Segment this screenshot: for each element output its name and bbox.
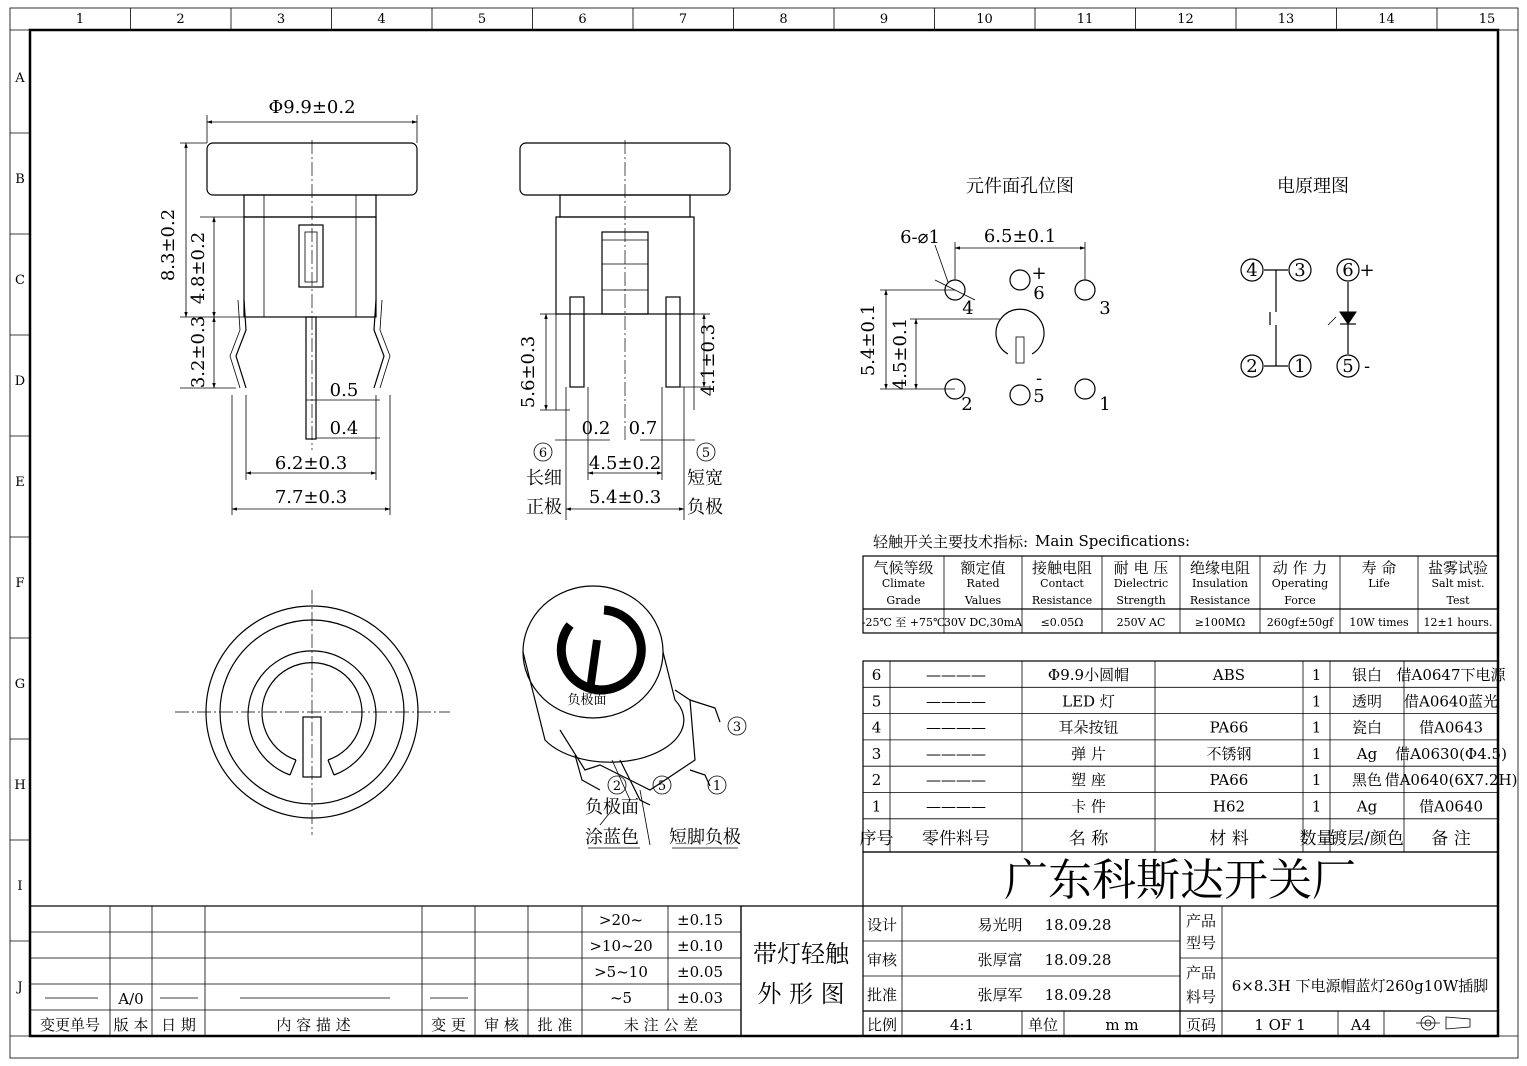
spec-value: 12±1 hours. <box>1423 616 1493 629</box>
specs-heading-en: Main Specifications: <box>1035 532 1191 550</box>
bom-cell-material: H62 <box>1212 797 1246 816</box>
column-marker: 12 <box>1177 12 1194 27</box>
drawing-title-2: 外 形 图 <box>757 980 845 1008</box>
hole-pin-3: 3 <box>1099 298 1111 319</box>
approval-name: 张厚军 <box>977 986 1023 1004</box>
bom-cell-note: 借A0643 <box>1418 718 1484 737</box>
column-marker: 15 <box>1478 12 1496 27</box>
schematic-node-4: 4 <box>1246 260 1258 281</box>
hole-layout <box>858 176 1111 415</box>
spec-header-cn: 气候等级 <box>873 559 934 577</box>
spec-header-cn: 接触电阻 <box>1031 559 1093 577</box>
row-marker: E <box>15 475 25 490</box>
bom-cell-part: ———— <box>926 692 986 711</box>
spec-header-en1: Dielectric <box>1113 577 1169 590</box>
front-dim-pin-t: 0.4 <box>329 418 359 439</box>
bom-cell-material: PA66 <box>1209 771 1249 790</box>
schematic-node-6: 6 <box>1342 260 1354 281</box>
approval-name: 易光明 <box>977 916 1023 934</box>
side-dim-02: 0.2 <box>581 418 611 439</box>
side-dim-pin-long: 5.6±0.3 <box>518 335 539 409</box>
schematic-node-5: 5 <box>1342 356 1354 377</box>
spec-header-en2: Resistance <box>1031 594 1093 607</box>
bom-cell-finish: 透明 <box>1351 692 1383 711</box>
part-number: 6×8.3H 下电源帽蓝灯260g10W插脚 <box>1231 977 1489 995</box>
side-view <box>518 140 730 520</box>
row-marker: D <box>14 374 26 389</box>
tolerance-value: ±0.10 <box>677 937 723 955</box>
bom-cell-no: 4 <box>871 718 882 737</box>
page-value: 1 OF 1 <box>1254 1016 1306 1034</box>
bom-cell-qty: 1 <box>1311 666 1322 684</box>
part-label-1: 产品 <box>1185 964 1217 982</box>
bom-cell-part: ———— <box>926 666 986 684</box>
revision-header: 变更单号 <box>39 1016 101 1034</box>
tolerance-rows <box>589 911 723 1007</box>
bom-cell-finish: Ag <box>1356 797 1378 816</box>
scale-label: 比例 <box>866 1016 898 1034</box>
revision-header: 批 准 <box>537 1016 573 1034</box>
bom-cell-material: PA66 <box>1209 718 1249 737</box>
hole-dim-inner-y: 4.5±0.1 <box>890 317 911 391</box>
schematic-node-2: 2 <box>1246 356 1258 377</box>
drawing-title-1: 带灯轻触 <box>753 940 849 968</box>
approval-date: 18.09.28 <box>1044 916 1112 934</box>
spec-header-cn: 额定值 <box>960 559 1006 577</box>
spec-value: 250V AC <box>1116 616 1166 629</box>
iso-pin-5: 5 <box>657 779 667 794</box>
row-marker: B <box>15 172 25 187</box>
bom-header-no: 序号 <box>859 828 894 849</box>
spec-value: ≥100MΩ <box>1194 616 1246 629</box>
side-label-positive: 正极 <box>526 497 562 518</box>
front-dim-diameter: Φ9.9±0.2 <box>268 97 356 118</box>
top-view <box>175 590 450 835</box>
tolerance-range: >10~20 <box>589 937 653 955</box>
bom-cell-part: ———— <box>926 744 986 763</box>
hole-dim-pitch-x: 6.5±0.1 <box>983 226 1057 247</box>
iso-pin-1: 1 <box>712 779 722 794</box>
bom-cell-name: 塑 座 <box>1071 771 1106 790</box>
front-dim-pin-w: 0.5 <box>329 380 359 401</box>
revision-version: A/0 <box>118 990 144 1008</box>
spec-header-cn: 动 作 力 <box>1272 559 1328 577</box>
bom-cell-part: ———— <box>926 718 986 737</box>
spec-header-cn: 绝缘电阻 <box>1189 559 1251 577</box>
hole-layout-title: 元件面孔位图 <box>966 176 1074 197</box>
bom-cell-note: 借A0640蓝光 <box>1403 692 1499 711</box>
hole-pin-2: 2 <box>961 394 973 415</box>
specs-columns <box>862 556 1493 633</box>
bom-cell-part: ———— <box>926 797 986 816</box>
spec-header-en1: Rated <box>966 577 1000 590</box>
iso-note-short-leg: 短脚负极 <box>669 827 741 848</box>
bom-cell-finish: 瓷白 <box>1351 718 1383 737</box>
spec-header-en1: Contact <box>1040 577 1084 590</box>
tolerance-range: ~5 <box>609 989 633 1007</box>
side-label-negative: 负极 <box>687 497 723 518</box>
bom-cell-part: ———— <box>926 771 986 790</box>
revision-header: 审 核 <box>484 1016 519 1034</box>
hole-pin-4: 4 <box>962 298 974 319</box>
bom-cell-name: 弹 片 <box>1071 744 1106 763</box>
bom-cell-note: 借A0647下电源 <box>1396 666 1506 684</box>
unit-value: m m <box>1105 1016 1139 1034</box>
column-marker: 3 <box>276 12 286 27</box>
column-marker: 8 <box>779 12 788 27</box>
hole-pin-1: 1 <box>1099 394 1111 415</box>
bom-cell-material: ABS <box>1212 666 1246 684</box>
hole-pin-6-plus: + <box>1031 263 1047 284</box>
approval-rows <box>867 916 1111 1004</box>
column-marker: 9 <box>879 12 889 27</box>
spec-value: ≤0.05Ω <box>1040 616 1084 629</box>
scale-value: 4:1 <box>949 1016 975 1034</box>
side-label-short: 短宽 <box>687 468 723 489</box>
bom-cell-finish: 黑色 <box>1351 771 1383 790</box>
bom-cell-finish: 银白 <box>1351 666 1383 684</box>
unit-label: 单位 <box>1027 1016 1059 1034</box>
front-dim-leg: 3.2±0.3 <box>188 315 209 389</box>
schematic-minus: - <box>1363 356 1371 377</box>
schematic-node-1: 1 <box>1294 356 1306 377</box>
side-pin5-num: 5 <box>701 446 711 461</box>
spec-value: 10W times <box>1349 616 1409 629</box>
revision-header: 变 更 <box>431 1016 466 1034</box>
bom-cell-qty: 1 <box>1311 744 1322 763</box>
bom-table <box>860 661 1518 852</box>
bom-cell-name: Φ9.9小圆帽 <box>1047 666 1130 684</box>
bom-header-note: 备 注 <box>1431 828 1471 849</box>
front-view <box>158 97 417 515</box>
schematic-node-3: 3 <box>1294 260 1306 281</box>
spec-header-en1: Life <box>1368 577 1390 590</box>
iso-note-neg-face: 负极面 <box>585 797 639 818</box>
row-marker: C <box>15 273 25 288</box>
hole-dim-pitch-y: 5.4±0.1 <box>858 303 879 377</box>
side-dim-inner: 4.5±0.2 <box>588 453 662 474</box>
side-label-long: 长细 <box>526 468 562 489</box>
spec-header-en2: Force <box>1284 594 1316 607</box>
iso-view <box>523 586 746 848</box>
spec-header-en1: Salt mist. <box>1431 577 1485 590</box>
row-markers <box>10 71 30 995</box>
bom-cell-material: 不锈钢 <box>1206 744 1252 763</box>
company-name: 广东科斯达开关厂 <box>1004 855 1356 906</box>
schematic-plus: + <box>1359 260 1375 281</box>
spec-value: 30V DC,30mA <box>943 616 1023 629</box>
hole-dim-count: 6-⌀1 <box>900 227 940 248</box>
column-marker: 2 <box>176 12 185 27</box>
column-marker: 1 <box>75 12 85 27</box>
revision-header: 版 本 <box>113 1016 149 1034</box>
spec-header-en1: Insulation <box>1192 577 1248 590</box>
bom-cell-qty: 1 <box>1311 692 1322 711</box>
bom-cell-name: 卡 件 <box>1071 797 1106 816</box>
approval-date: 18.09.28 <box>1044 986 1112 1004</box>
bom-cell-no: 1 <box>871 797 882 816</box>
spec-header-en2: Test <box>1446 594 1470 607</box>
bom-header-name: 名 称 <box>1068 828 1109 849</box>
tolerance-value: ±0.03 <box>677 989 723 1007</box>
spec-header-en1: Operating <box>1271 577 1329 590</box>
bom-cell-no: 3 <box>871 744 882 763</box>
iso-note-blue: 涂蓝色 <box>585 827 639 848</box>
sheet-size: A4 <box>1350 1016 1372 1034</box>
spec-header-en2: Resistance <box>1189 594 1251 607</box>
front-dim-body: 4.8±0.2 <box>188 231 209 305</box>
row-marker: F <box>15 576 25 591</box>
hole-pin-5: 5 <box>1033 386 1045 407</box>
spec-value: -25℃ 至 +75℃ <box>861 616 946 629</box>
bom-cell-qty: 1 <box>1311 771 1322 790</box>
bom-cell-name: 耳朵按钮 <box>1058 718 1119 737</box>
bom-cell-note: 借A0640 <box>1418 797 1484 816</box>
spec-value: 260gf±50gf <box>1266 616 1334 629</box>
drawing-title <box>741 906 863 1036</box>
iso-pin-3: 3 <box>732 720 742 735</box>
column-marker: 4 <box>377 12 386 27</box>
revision-header: 内 容 描 述 <box>276 1016 351 1034</box>
spec-header-en2: Strength <box>1116 594 1166 607</box>
part-label-2: 料号 <box>1185 988 1217 1006</box>
side-pin6-num: 6 <box>538 446 548 461</box>
row-marker: G <box>14 677 26 692</box>
tolerance-value: ±0.05 <box>677 963 723 981</box>
tolerance-block <box>30 906 741 1036</box>
row-marker: A <box>15 71 25 86</box>
bom-cell-qty: 1 <box>1311 797 1322 816</box>
specs-heading-cn: 轻触开关主要技术指标: <box>873 533 1029 551</box>
revision-headers <box>40 1016 572 1034</box>
iso-pin-2: 2 <box>612 779 622 794</box>
front-dim-inner: 6.2±0.3 <box>274 453 348 474</box>
schematic <box>1241 176 1375 377</box>
approval-name: 张厚富 <box>977 951 1023 969</box>
bom-cell-note: 借A0630(Φ4.5) <box>1395 744 1507 763</box>
spec-header-en2: Grade <box>886 594 921 607</box>
spec-header-cn: 寿 命 <box>1361 559 1397 577</box>
approval-role: 审核 <box>866 951 898 969</box>
specs-table <box>862 532 1498 633</box>
side-dim-pin-short: 4.1±0.3 <box>698 323 719 397</box>
approval-date: 18.09.28 <box>1044 951 1112 969</box>
approval-role: 批准 <box>866 986 898 1004</box>
column-marker: 6 <box>578 12 587 27</box>
bom-header-material: 材 料 <box>1209 828 1249 849</box>
product-label-1: 产品 <box>1185 912 1217 930</box>
hole-pin-5-minus: - <box>1035 368 1043 389</box>
product-label-2: 型号 <box>1185 934 1217 952</box>
tolerance-range: >5~10 <box>594 963 648 981</box>
bom-cell-no: 6 <box>871 666 882 684</box>
tolerance-range: >20~ <box>598 911 644 929</box>
bom-cell-qty: 1 <box>1311 718 1322 737</box>
bom-grid <box>860 661 1518 852</box>
tolerance-footer: 未 注 公 差 <box>623 1016 699 1034</box>
bom-header-qty: 数量 <box>1299 828 1334 849</box>
column-marker: 14 <box>1378 12 1395 27</box>
column-marker: 7 <box>678 12 688 27</box>
revision-header: 日 期 <box>161 1016 196 1034</box>
approval-role: 设计 <box>866 916 898 934</box>
bom-cell-no: 2 <box>871 771 882 790</box>
bom-cell-note: 借A0640(6X7.2H) <box>1384 771 1518 790</box>
row-marker: H <box>14 778 26 793</box>
bom-header-part: 零件料号 <box>922 828 990 849</box>
hole-pin-6: 6 <box>1033 283 1045 304</box>
tolerance-value: ±0.15 <box>677 911 723 929</box>
column-marker: 5 <box>477 12 487 27</box>
page-label: 页码 <box>1185 1016 1217 1034</box>
side-dim-outer: 5.4±0.3 <box>588 487 662 508</box>
spec-header-en1: Climate <box>881 577 926 590</box>
title-block <box>863 852 1498 1036</box>
schematic-title: 电原理图 <box>1277 176 1349 197</box>
column-marker: 13 <box>1277 12 1295 27</box>
spec-header-cn: 耐 电 压 <box>1113 559 1169 577</box>
column-marker: 11 <box>1076 12 1094 27</box>
iso-cap-label: 负极面 <box>567 693 607 708</box>
row-marker: J <box>17 980 23 995</box>
spec-header-en2: Values <box>964 594 1002 607</box>
front-dim-outer: 7.7±0.3 <box>274 487 348 508</box>
column-marker: 10 <box>976 12 993 27</box>
bom-cell-name: LED 灯 <box>1062 692 1115 711</box>
spec-header-cn: 盐雾试验 <box>1427 559 1489 577</box>
bom-header-finish: 镀层/颜色 <box>1330 828 1404 849</box>
bom-cell-no: 5 <box>871 692 882 711</box>
side-dim-07: 0.7 <box>628 418 658 439</box>
front-dim-height: 8.3±0.2 <box>158 208 179 282</box>
bom-cell-finish: Ag <box>1356 744 1378 763</box>
row-marker: I <box>17 879 23 894</box>
column-markers <box>76 8 1495 30</box>
